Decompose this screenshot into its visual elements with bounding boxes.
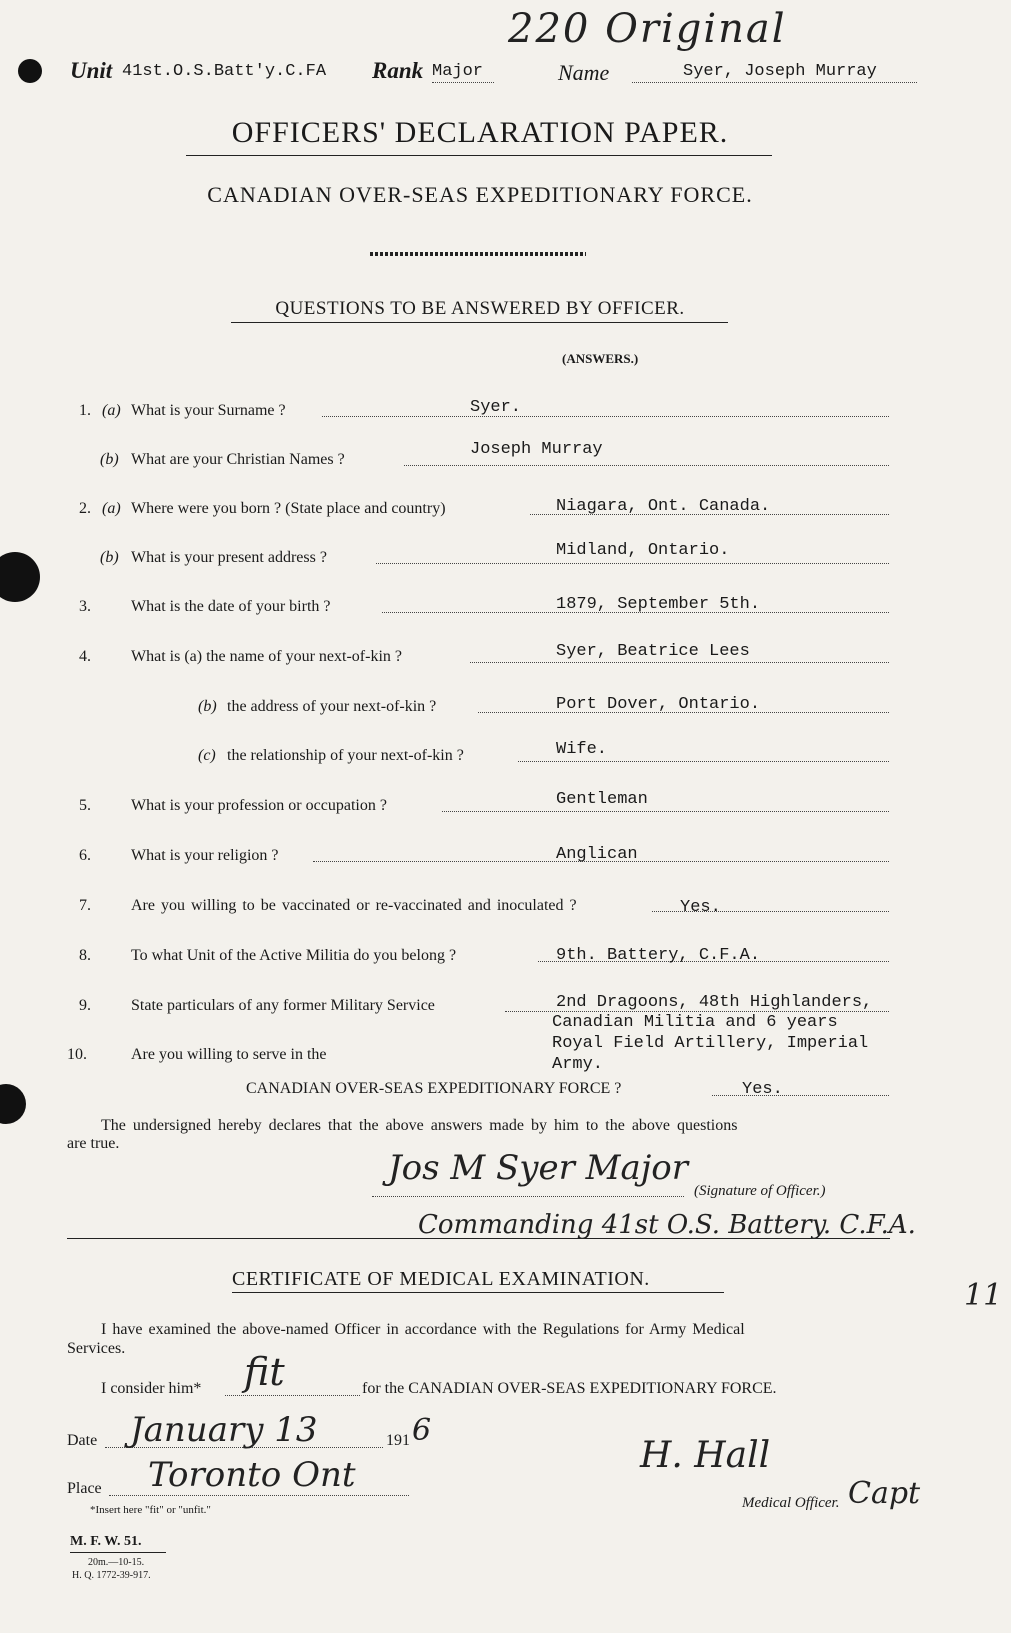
q4b-text: the address of your next-of-kin ? — [227, 698, 437, 715]
q4b-sub: (b) — [198, 698, 217, 715]
q2b-leader — [376, 563, 889, 564]
q4c-leader — [518, 761, 889, 762]
declaration-rule — [67, 1238, 890, 1239]
q2a-text: Where were you born ? (State place and country) — [131, 500, 446, 517]
q8-answer: 9th. Battery, C.F.A. — [556, 946, 761, 965]
q9-answer-line-3: Royal Field Artillery, Imperial — [552, 1034, 869, 1053]
q4c-text: the relationship of your next-of-kin ? — [227, 747, 464, 764]
form-title: OFFICERS' DECLARATION PAPER. — [231, 116, 729, 149]
q9-answer-line-4: Army. — [552, 1055, 604, 1074]
q8-text: To what Unit of the Active Militia do you belong ? — [131, 947, 457, 964]
consider-value: fit — [244, 1350, 285, 1394]
q9-answer-line-2: Canadian Militia and 6 years — [552, 1013, 838, 1032]
q2a-sub: (a) — [102, 500, 121, 517]
footnote: *Insert here "fit" or "unfit." — [90, 1504, 211, 1516]
q2b-sub: (b) — [100, 549, 119, 566]
q10-text-line-2: CANADIAN OVER-SEAS EXPEDITIONARY FORCE ? — [246, 1080, 622, 1097]
questions-heading: QUESTIONS TO BE ANSWERED BY OFFICER. — [275, 298, 685, 319]
q5-leader — [442, 811, 889, 812]
q4a-text: What is (a) the name of your next-of-kin ? — [131, 648, 403, 665]
consider-prefix: I consider him* — [101, 1380, 202, 1397]
medical-officer-label: Medical Officer. — [742, 1495, 840, 1511]
place-label: Place — [67, 1480, 102, 1497]
q5-answer: Gentleman — [556, 790, 648, 809]
q1b-leader — [404, 465, 889, 466]
date-value: January 13 — [130, 1410, 318, 1450]
q2b-answer: Midland, Ontario. — [556, 541, 730, 560]
consider-suffix: for the CANADIAN OVER-SEAS EXPEDITIONARY FORCE. — [362, 1380, 777, 1397]
q6-text: What is your religion ? — [131, 847, 279, 864]
ornamental-rule — [370, 252, 586, 256]
q1a-text: What is your Surname ? — [131, 402, 286, 419]
header-rank-value: Major — [432, 62, 484, 81]
questions-heading-underline — [231, 322, 728, 323]
q7-number: 7. — [79, 897, 91, 914]
print-code-2: H. Q. 1772-39-917. — [72, 1570, 151, 1581]
medical-officer-signature: H. Hall — [640, 1435, 771, 1476]
year-digit: 6 — [412, 1413, 432, 1448]
year-prefix: 191 — [386, 1432, 410, 1449]
margin-mark: 11 — [964, 1278, 1003, 1313]
q9-answer-line-1: 2nd Dragoons, 48th Highlanders, — [556, 993, 873, 1012]
header-name-value: Syer, Joseph Murray — [683, 62, 877, 81]
medical-heading-underline — [232, 1292, 724, 1293]
q4c-sub: (c) — [198, 747, 216, 764]
q5-text: What is your profession or occupation ? — [131, 797, 387, 814]
medical-line-1: I have examined the above-named Officer in accordance with the Regulations for Army Medical — [101, 1321, 745, 1338]
form-number-underline — [70, 1552, 166, 1553]
q1a-sub: (a) — [102, 402, 121, 419]
q4-number: 4. — [79, 648, 91, 665]
declaration-line-1: The undersigned hereby declares that the above answers made by him to the above questions — [101, 1117, 738, 1134]
header-rank-leader — [432, 82, 494, 83]
q1b-text: What are your Christian Names ? — [131, 451, 345, 468]
q10-leader — [712, 1095, 889, 1096]
q4b-answer: Port Dover, Ontario. — [556, 695, 761, 714]
q8-number: 8. — [79, 947, 91, 964]
q9-text: State particulars of any former Military Service — [131, 997, 435, 1014]
officer-signature: Jos M Syer Major — [388, 1148, 689, 1188]
q6-number: 6. — [79, 847, 91, 864]
header-name-label: Name — [558, 60, 610, 85]
header-name-leader — [632, 82, 917, 83]
punch-hole-lower — [0, 1084, 26, 1124]
q6-answer: Anglican — [556, 845, 638, 864]
q2a-answer: Niagara, Ont. Canada. — [556, 497, 771, 516]
header-unit-value: 41st.O.S.Batt'y.C.FA — [122, 62, 327, 81]
signature-leader — [372, 1196, 684, 1197]
q1b-sub: (b) — [100, 451, 119, 468]
place-value: Toronto Ont — [148, 1455, 356, 1495]
q10-number: 10. — [67, 1046, 87, 1063]
date-label: Date — [67, 1432, 98, 1449]
q1-number: 1. — [79, 402, 91, 419]
q10-text: Are you willing to serve in the — [131, 1046, 327, 1063]
punch-hole-middle — [0, 552, 40, 602]
q4a-leader — [470, 662, 889, 663]
medical-heading: CERTIFICATE OF MEDICAL EXAMINATION. — [232, 1268, 650, 1290]
q2-number: 2. — [79, 500, 91, 517]
header-unit-label: Unit — [70, 58, 113, 83]
form-subtitle: CANADIAN OVER-SEAS EXPEDITIONARY FORCE. — [207, 182, 753, 207]
q3-text: What is the date of your birth ? — [131, 598, 331, 615]
punch-hole-top — [18, 59, 42, 83]
top-handwritten-note: 220 Original — [508, 6, 787, 52]
medical-officer-rank: Capt — [848, 1476, 921, 1511]
declaration-line-2: are true. — [67, 1135, 120, 1152]
q4c-answer: Wife. — [556, 740, 608, 759]
consider-leader — [225, 1395, 360, 1396]
q2b-text: What is your present address ? — [131, 549, 327, 566]
form-number: M. F. W. 51. — [70, 1534, 142, 1549]
q5-number: 5. — [79, 797, 91, 814]
signature-command-line: Commanding 41st O.S. Battery. C.F.A. — [418, 1210, 916, 1240]
q7-answer: Yes. — [680, 898, 721, 917]
medical-line-2: Services. — [67, 1340, 126, 1357]
signature-label: (Signature of Officer.) — [694, 1183, 826, 1199]
q1b-answer: Joseph Murray — [470, 440, 603, 459]
title-underline — [186, 155, 772, 156]
q1a-leader — [322, 416, 889, 417]
q7-text: Are you willing to be vaccinated or re-vaccinated and inoculated ? — [131, 897, 577, 914]
q3-answer: 1879, September 5th. — [556, 595, 761, 614]
q9-number: 9. — [79, 997, 91, 1014]
q1a-answer: Syer. — [470, 398, 522, 417]
q3-number: 3. — [79, 598, 91, 615]
answers-heading: (ANSWERS.) — [562, 351, 639, 366]
print-code-1: 20m.—10-15. — [88, 1557, 145, 1568]
q10-answer: Yes. — [742, 1080, 783, 1099]
place-leader — [109, 1495, 409, 1496]
q4a-answer: Syer, Beatrice Lees — [556, 642, 750, 661]
header-rank-label: Rank — [372, 58, 424, 83]
